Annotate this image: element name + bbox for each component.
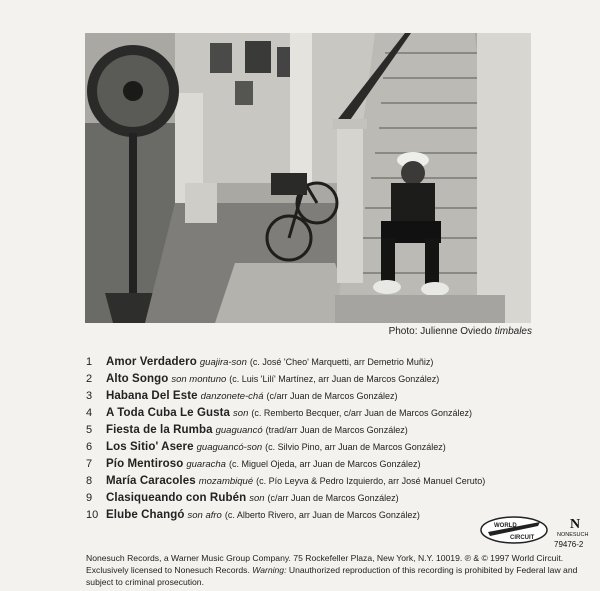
world-circuit-logo	[480, 510, 600, 550]
track-row	[86, 405, 546, 422]
footer-warning-label: Warning:	[252, 565, 287, 575]
track-genre: guaracha	[186, 459, 226, 470]
track-number: 9	[86, 492, 93, 504]
track-number: 2	[86, 373, 93, 385]
track-genre: guaguancó-son	[196, 442, 263, 453]
track-genre: danzonete-chá	[200, 391, 264, 402]
world-circuit-top: WORLD	[494, 523, 517, 529]
nonesuch-n-logo: N	[570, 517, 581, 532]
track-number: 4	[86, 407, 93, 419]
track-row	[86, 388, 546, 405]
track-credit: (c. Pío Leyva & Pedro Izquierdo, arr José Manuel Ceruto)	[256, 476, 486, 486]
world-circuit-bottom: CIRCUIT	[510, 535, 535, 541]
track-number: 3	[86, 390, 93, 402]
track-credit: (c/arr Juan de Marcos González)	[267, 493, 399, 503]
track-row	[86, 490, 546, 507]
track-list	[86, 354, 546, 524]
track-number: 8	[86, 475, 93, 487]
catalog-number: 79476-2	[554, 540, 584, 549]
track-credit: (c. Remberto Becquer, c/arr Juan de Marcos González)	[251, 408, 472, 418]
track-row	[86, 354, 546, 371]
track-credit: (c. Alberto Rivero, arr Juan de Marcos González)	[224, 510, 420, 520]
track-genre: guaguancó	[215, 425, 263, 436]
track-number: 10	[86, 509, 99, 521]
photo-credit-text: Photo: Julienne Oviedo	[388, 326, 492, 337]
photo-credit	[389, 326, 532, 337]
track-credit: (c. Luis 'Lilí' Martínez, arr Juan de Marcos González)	[229, 374, 440, 384]
track-credit: (c. Miguel Ojeda, arr Juan de Marcos González)	[228, 459, 421, 469]
track-title: Clasiqueando con Rubén	[106, 492, 247, 504]
cover-photo	[85, 33, 531, 323]
track-credit: (c. Silvio Pino, arr Juan de Marcos González)	[265, 442, 446, 452]
track-row	[86, 507, 546, 524]
track-title: Fiesta de la Rumba	[106, 424, 213, 436]
track-number: 6	[86, 441, 93, 453]
track-title: A Toda Cuba Le Gusta	[106, 407, 231, 419]
track-title: Amor Verdadero	[106, 356, 197, 368]
track-title: Los Sitio' Asere	[106, 441, 194, 453]
track-genre: mozambiqué	[198, 476, 254, 487]
photo-credit-italic: timbales	[494, 326, 532, 337]
track-title: Elube Changó	[106, 509, 185, 521]
track-row	[86, 456, 546, 473]
track-credit: (c. José 'Cheo' Marquetti, arr Demetrio Muñiz)	[249, 357, 434, 367]
track-title: Pío Mentiroso	[106, 458, 184, 470]
track-number: 1	[86, 356, 93, 368]
track-credit: (c/arr Juan de Marcos González)	[266, 391, 398, 401]
track-genre: son	[233, 408, 249, 419]
track-genre: guajira-son	[199, 357, 247, 368]
track-row	[86, 439, 546, 456]
track-number: 7	[86, 458, 93, 470]
track-genre: son montuno	[171, 374, 227, 385]
track-genre: son	[249, 493, 265, 504]
label-logos	[480, 510, 600, 550]
photo-illustration	[85, 33, 531, 323]
nonesuch-word: NONESUCH	[557, 532, 589, 538]
track-row	[86, 422, 546, 439]
track-title: Habana Del Este	[106, 390, 198, 402]
track-row	[86, 371, 546, 388]
footer-text-1: Nonesuch Records, a Warner Music Group Company. 75 Rockefeller Plaza, New York, N.Y. 10019. ℗ & © 1997 World Circuit. Exclusively licensed to Nonesuch Records.	[86, 553, 564, 575]
track-row	[86, 473, 546, 490]
track-title: María Caracoles	[106, 475, 196, 487]
legal-footer	[86, 552, 600, 588]
track-title: Alto Songo	[106, 373, 169, 385]
track-genre: son afro	[187, 510, 222, 521]
track-credit: (trad/arr Juan de Marcos González)	[265, 425, 408, 435]
footer-text-2: Unauthorized reproduction of this recording is prohibited by Federal law and subject to criminal prosecution.	[86, 565, 578, 587]
track-number: 5	[86, 424, 93, 436]
